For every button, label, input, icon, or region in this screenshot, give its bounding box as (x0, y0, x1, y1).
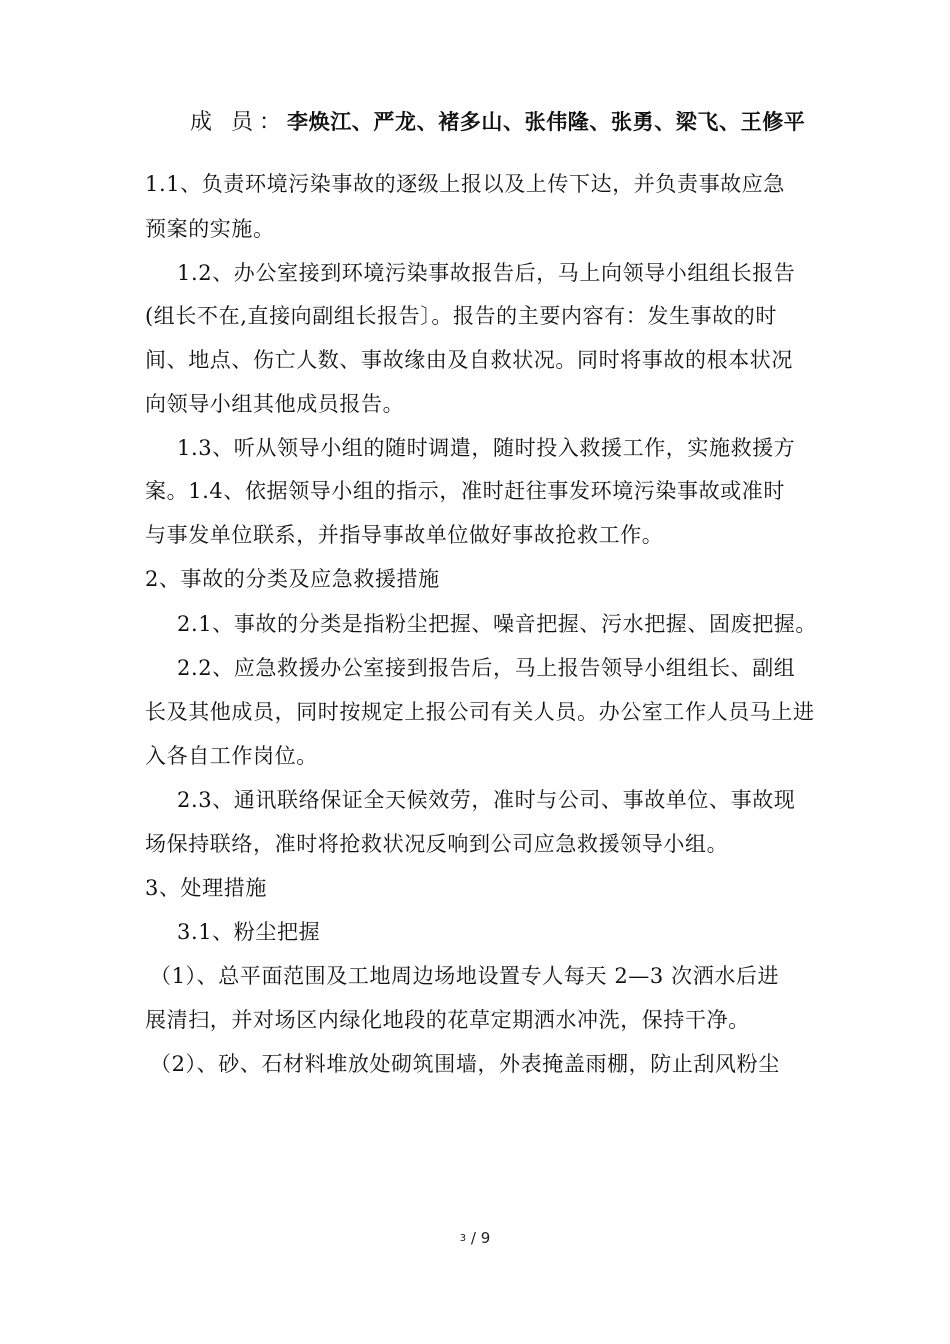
paragraph-line: (组长不在,直接向副组长报告〕。报告的主要内容有：发生事故的时 (145, 304, 777, 328)
paragraph-line: 2.1、事故的分类是指粉尘把握、噪音把握、污水把握、固废把握。 (177, 612, 817, 636)
page-number (0, 1229, 950, 1247)
page-total: 9 (480, 1229, 491, 1247)
paragraph-line: 间、地点、伤亡人数、事故缘由及自救状况。同时将事故的根本状况 (145, 348, 793, 372)
paragraph-line: （2）、砂、石材料堆放处砌筑围墙，外表掩盖雨棚，防止刮风粉尘 (150, 1052, 780, 1076)
paragraph-line: 1.2、办公室接到环境污染事故报告后，马上向领导小组组长报告 (177, 261, 796, 285)
paragraph-line: 展清扫，并对场区内绿化地段的花草定期洒水冲洗，保持干净。 (145, 1008, 750, 1032)
members-names: 李焕江、严龙、褚多山、张伟隆、张勇、梁飞、王修平 (287, 110, 806, 134)
paragraph-line: （1）、总平面范围及工地周边场地设置专人每天 2—3 次洒水后进 (150, 964, 780, 988)
paragraph-line: 1.3、听从领导小组的随时调遣，随时投入救援工作，实施救援方 (177, 436, 796, 460)
subsection-heading: 3.1、粉尘把握 (177, 920, 321, 944)
members-line (190, 108, 805, 137)
paragraph-line: 预案的实施。 (145, 217, 275, 241)
paragraph-line: 入各自工作岗位。 (145, 744, 318, 768)
paragraph-line: 2.3、通讯联络保证全天候效劳，准时与公司、事故单位、事故现 (177, 788, 796, 812)
page-separator: / (466, 1229, 481, 1247)
section-heading: 2、事故的分类及应急救援措施 (145, 567, 440, 591)
paragraph-line: 2.2、应急救援办公室接到报告后，马上报告领导小组组长、副组 (177, 656, 796, 680)
paragraph-line: 与事发单位联系，并指导事故单位做好事故抢救工作。 (145, 523, 664, 547)
paragraph-line: 向领导小组其他成员报告。 (145, 392, 405, 416)
members-label: 成 员： (190, 110, 287, 135)
page-current: 3 (459, 1233, 467, 1244)
paragraph-line: 长及其他成员，同时按规定上报公司有关人员。办公室工作人员马上进 (145, 700, 815, 724)
section-heading: 3、处理措施 (145, 876, 267, 900)
paragraph-line: 场保持联络，准时将抢救状况反响到公司应急救援领导小组。 (145, 832, 729, 856)
paragraph-line: 1.1、负责环境污染事故的逐级上报以及上传下达，并负责事故应急 (145, 172, 785, 196)
paragraph-line: 案。1.4、依据领导小组的指示，准时赶往事发环境污染事故或准时 (145, 479, 785, 503)
